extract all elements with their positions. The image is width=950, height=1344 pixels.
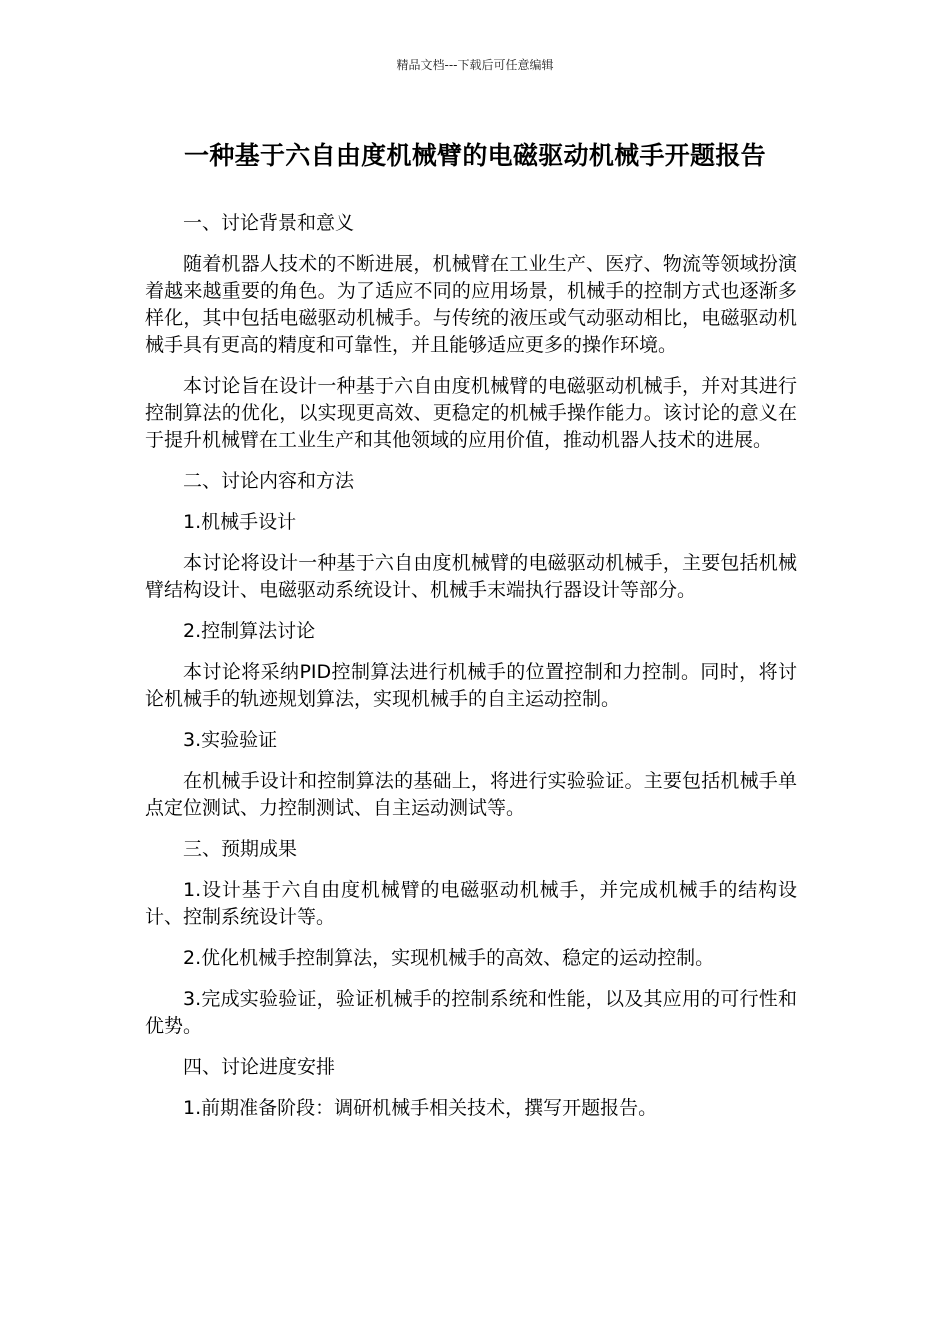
section-heading-background: 一、讨论背景和意义: [183, 212, 355, 234]
paragraph-control-algorithm: 本讨论将采纳PID控制算法进行机械手的位置控制和力控制。同时，将讨论机械手的轨迹规划算法，实现机械手的自主运动控制。: [145, 661, 797, 710]
paragraph-experiment: 在机械手设计和控制算法的基础上，将进行实验验证。主要包括机械手单点定位测试、力控制测试、自主运动测试等。: [145, 770, 797, 819]
list-item-result-2: 2.优化机械手控制算法，实现机械手的高效、稳定的运动控制。: [183, 947, 715, 969]
subheading-experiment: 3.实验验证: [183, 729, 278, 751]
list-item-result-3: 3.完成实验验证，验证机械手的控制系统和性能，以及其应用的可行性和优势。: [145, 988, 797, 1037]
document-title: 一种基于六自由度机械臂的电磁驱动机械手开题报告: [184, 141, 766, 170]
section-heading-content-methods: 二、讨论内容和方法: [183, 470, 355, 492]
list-item-result-1: 1.设计基于六自由度机械臂的电磁驱动机械手，并完成机械手的结构设计、控制系统设计等。: [145, 879, 797, 928]
subheading-manipulator-design: 1.机械手设计: [183, 511, 297, 533]
section-heading-schedule: 四、讨论进度安排: [183, 1056, 336, 1078]
paragraph-manipulator-design: 本讨论将设计一种基于六自由度机械臂的电磁驱动机械手，主要包括机械臂结构设计、电磁驱动系统设计、机械手末端执行器设计等部分。: [145, 552, 797, 601]
list-item-schedule-1: 1.前期准备阶段：调研机械手相关技术，撰写开题报告。: [183, 1097, 658, 1119]
section-heading-expected-results: 三、预期成果: [183, 838, 298, 860]
subheading-control-algorithm: 2.控制算法讨论: [183, 620, 316, 642]
document-body: [145, 210, 797, 1136]
paragraph-background-2: 本讨论旨在设计一种基于六自由度机械臂的电磁驱动机械手，并对其进行控制算法的优化，以实现更高效、更稳定的机械手操作能力。该讨论的意义在于提升机械臂在工业生产和其他领域的应用价值，推动机器人技术的进展。: [145, 375, 797, 451]
paragraph-background-1: 随着机器人技术的不断进展，机械臂在工业生产、医疗、物流等领域扮演着越来越重要的角色。为了适应不同的应用场景，机械手的控制方式也逐渐多样化，其中包括电磁驱动机械手。与传统的液压或气动驱动相比，电磁驱动机械手具有更高的精度和可靠性，并且能够适应更多的操作环境。: [145, 253, 797, 356]
page-header-watermark: 精品文档---下载后可任意编辑: [396, 58, 554, 72]
